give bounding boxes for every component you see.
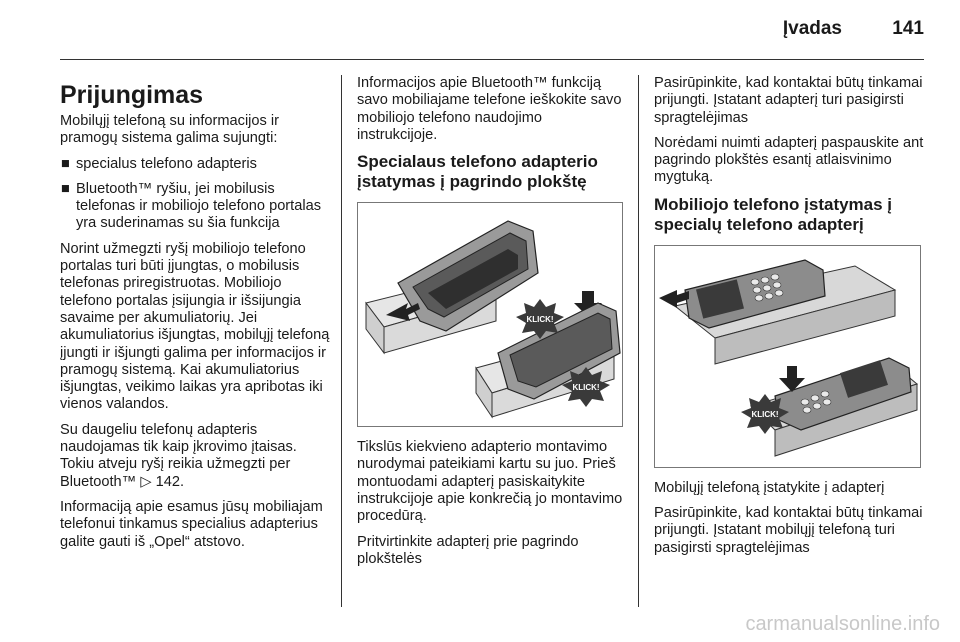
section-heading: Specialaus telefono adapterio įstatymas į pagrindo plokštę bbox=[357, 152, 598, 192]
paragraph: Tikslūs kiekvieno adapterio montavimo nurodymai pateikiami kartu su juo. Prieš montuodami adapterį pasiskaitykite instrukcijoje apie konkrečią jo montavimo procedūrą. bbox=[357, 439, 623, 525]
paragraph: Pasirūpinkite, kad kontaktai būtų tinkamai prijungti. Įstatant mobilųjį telefoną turi pasigirsti spragtelėjimas bbox=[654, 505, 923, 556]
paragraph: Informaciją apie esamus jūsų mobiliajam telefonui tinkamus specialius adapterius galite gauti iš „Opel“ atstovo. bbox=[60, 498, 323, 550]
watermark: carmanualsonline.info bbox=[745, 613, 940, 635]
paragraph: Norint užmegzti ryšį mobiliojo telefono portalas turi būti įjungtas, o mobilusis telefonas priregistruotas. Mobiliojo telefono portalas įsijungia ir išsijungia savaime per akumuliatorių. Jei akumuliatorius išjungtas, mobilųjį telefoną įjungti ir išjungti galima per informacijos ir pramogų sistemą. Kai akumuliatorius išjungtas, veikimo laikas yra apribotas iki vienos valandos. bbox=[60, 240, 330, 413]
list-item bbox=[60, 156, 330, 173]
square-bullet-icon: ■ bbox=[61, 155, 70, 172]
list-item bbox=[60, 181, 330, 233]
page-header bbox=[0, 0, 960, 60]
paragraph: Informacijos apie Bluetooth™ funkciją savo mobiliajame telefone ieškokite savo mobiliojo telefono naudojimo instrukcijoje. bbox=[357, 75, 622, 143]
paragraph: Mobilųjį telefoną įstatykite į adapterį bbox=[654, 479, 885, 496]
header-divider bbox=[60, 59, 924, 60]
connection-options-list bbox=[60, 156, 330, 233]
page-reference-icon: ▷ bbox=[140, 473, 152, 490]
column-2 bbox=[357, 75, 625, 576]
paragraph: Norėdami nuimti adapterį paspauskite ant pagrindo plokštės esantį atlaisvinimo mygtuką. bbox=[654, 134, 924, 186]
section-title: Įvadas bbox=[782, 18, 842, 39]
klick-label-bottom: KLICK! bbox=[572, 383, 600, 393]
list-item-text: specialus telefono adapteris bbox=[76, 155, 257, 172]
page-reference-link[interactable]: 142. bbox=[151, 473, 185, 490]
list-item-text: Bluetooth™ ryšiu, jei mobilusis telefonas ir mobiliojo telefono portalas yra suderinamas su šia funkcija bbox=[76, 180, 321, 232]
paragraph-text: Su daugeliu telefonų adapteris naudojamas tik kaip įkrovimo įtaisas. Tokiu atveju ryšį reikia užmegzti per Bluetooth™ bbox=[60, 421, 297, 490]
section-heading: Mobiliojo telefono įstatymas į specialų telefono adapterį bbox=[654, 194, 893, 234]
page-number: 141 bbox=[892, 18, 924, 39]
klick-label-top: KLICK! bbox=[526, 315, 554, 325]
column-divider bbox=[638, 75, 639, 607]
page-title: Prijungimas bbox=[60, 81, 204, 109]
adapter-installation-illustration bbox=[357, 202, 623, 427]
paragraph: Pasirūpinkite, kad kontaktai būtų tinkamai prijungti. Įstatant adapterį turi pasigirsti spragtelėjimas bbox=[654, 75, 923, 126]
column-1 bbox=[60, 75, 330, 559]
intro-paragraph: Mobilųjį telefoną su informacijos ir pramogų sistema galima sujungti: bbox=[60, 113, 279, 147]
paragraph: Pritvirtinkite adapterį prie pagrindo plokštelės bbox=[357, 533, 579, 567]
paragraph-with-reference bbox=[60, 422, 330, 491]
column-divider bbox=[341, 75, 342, 607]
adapter-illustration-svg bbox=[358, 203, 622, 426]
square-bullet-icon: ■ bbox=[61, 180, 70, 197]
phone-insertion-illustration bbox=[654, 245, 921, 468]
phone-illustration-svg bbox=[655, 246, 920, 467]
column-3 bbox=[654, 75, 924, 565]
klick-label: KLICK! bbox=[751, 409, 779, 419]
